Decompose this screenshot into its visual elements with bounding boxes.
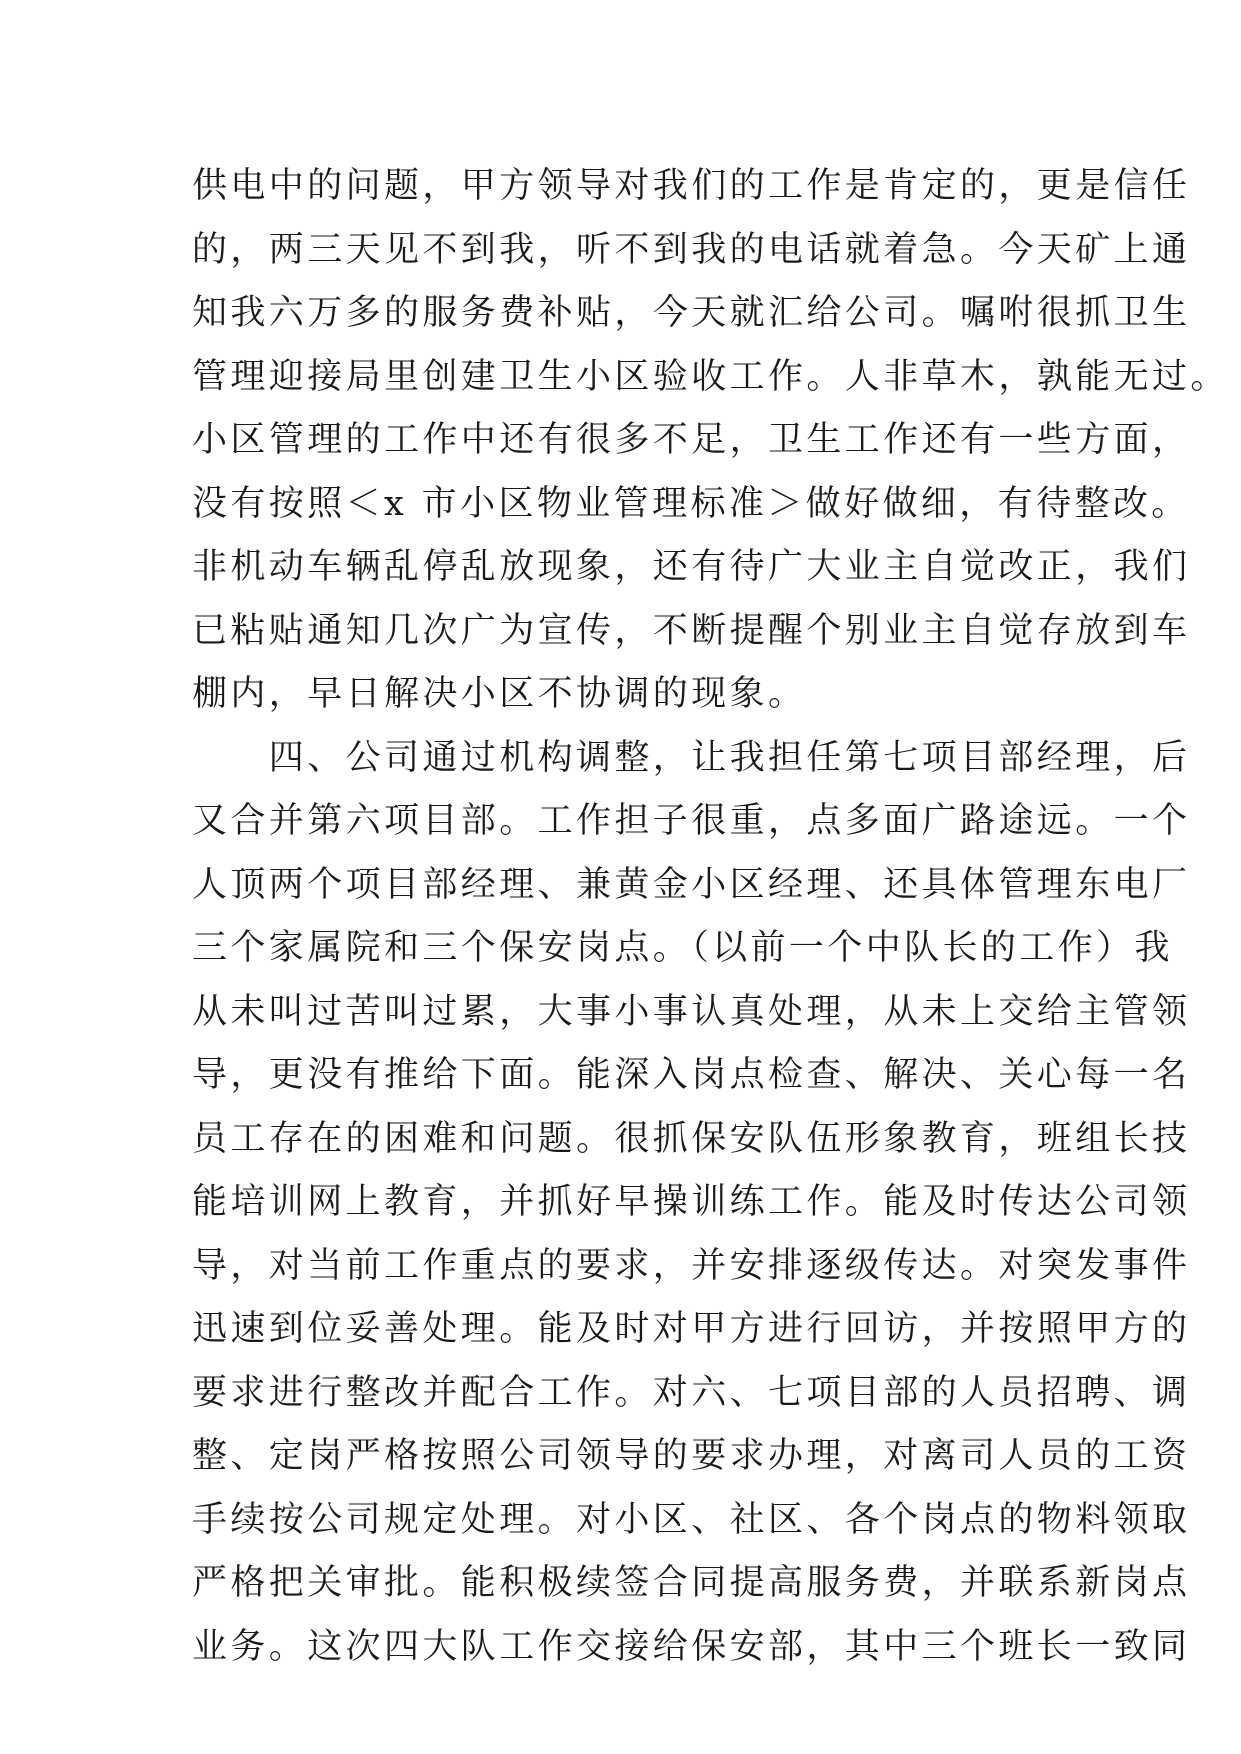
text-line: 从未叫过苦叫过累，大事小事认真处理，从未上交给主管领 [192, 991, 1191, 1032]
text-line: 棚内，早日解决小区不协调的现象。 [192, 674, 807, 714]
text-line: 人顶两个项目部经理、兼黄金小区经理、还具体管理东电厂 [192, 864, 1191, 905]
text-line: 没有按照＜x 市小区物业管理标准＞做好做细，有待整改。 [192, 483, 1190, 524]
text-line: 要求进行整改并配合工作。对六、七项目部的人员招聘、调 [192, 1372, 1191, 1413]
text-line: 又合并第六项目部。工作担子很重，点多面广路途远。一个 [192, 801, 1191, 841]
text-line: 三个家属院和三个保安岗点。（以前一个中队长的工作）我 [192, 928, 1173, 968]
paragraph-start-line: 四、公司通过机构调整，让我担任第七项目部经理，后 [192, 737, 1191, 778]
text-line: 整、定岗严格按照公司领导的要求办理，对离司人员的工资 [192, 1436, 1191, 1476]
text-line: 供电中的问题，甲方领导对我们的工作是肯定的，更是信任 [192, 166, 1191, 206]
body-text [192, 155, 1229, 1679]
text-line: 导，对当前工作重点的要求，并安排逐级传达。对突发事件 [192, 1245, 1191, 1286]
text-line: 业务。这次四大队工作交接给保安部，其中三个班长一致同 [192, 1626, 1191, 1667]
text-line: 非机动车辆乱停乱放现象，还有待广大业主自觉改正，我们 [192, 547, 1191, 587]
text-line: 小区管理的工作中还有很多不足，卫生工作还有一些方面， [192, 420, 1191, 460]
text-line: 能培训网上教育，并抓好早操训练工作。能及时传达公司领 [192, 1182, 1191, 1222]
text-line: 员工存在的困难和问题。很抓保安队伍形象教育，班组长技 [192, 1118, 1191, 1159]
text-line: 知我六万多的服务费补贴，今天就汇给公司。嘱咐很抓卫生 [192, 293, 1191, 333]
text-line: 已粘贴通知几次广为宣传，不断提醒个别业主自觉存放到车 [192, 610, 1191, 651]
text-line: 管理迎接局里创建卫生小区验收工作。人非草木，孰能无过。 [192, 356, 1229, 397]
text-line: 的，两三天见不到我，听不到我的电话就着急。今天矿上通 [192, 229, 1191, 270]
text-line: 迅速到位妥善处理。能及时对甲方进行回访，并按照甲方的 [192, 1309, 1191, 1349]
text-line: 严格把关审批。能积极续签合同提高服务费，并联系新岗点 [192, 1563, 1191, 1603]
text-line: 导，更没有推给下面。能深入岗点检查、解决、关心每一名 [192, 1055, 1191, 1095]
text-line: 手续按公司规定处理。对小区、社区、各个岗点的物料领取 [192, 1499, 1191, 1540]
